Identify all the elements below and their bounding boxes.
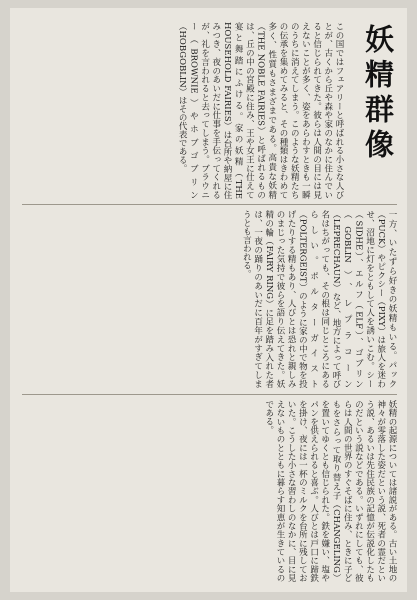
article-text-tier-1: この国ではフェアリーと呼ばれる小さな人びとが、古くから丘や森や家のなかに住んでいると信じられてきた。彼らは人間の目には見えないことが多く、姿をあらわすときも一瞬のうちに消えてしまう。このような妖精たちの伝承を集めてみると、その種類はきわめて多く、性質もさまざまである。高貴な妖精（THE NOBLE FAIRIES）と呼ばれるものは、丘の中の宮殿に住み、王や女王に仕えて宴と舞踏にふける。家の妖精（THE HOUSEHOLD FAIRIES）は台所や納屋に住みつき、夜のあいだに仕事を手伝ってくれるが、礼を言われると去ってしまう。ブラウニー（BROWNIE）やホブゴブリン（HOBGOBLIN）はその代表である。 — [177, 22, 344, 199]
article-title: 妖精群像 — [361, 24, 395, 164]
magazine-page — [10, 8, 407, 592]
article-text-tier-3: 妖精の起源については諸説がある。古い土地の神々が零落した姿だという説、死者の霊だという説、あるいは先住民族の記憶が伝説化したものだという説などである。いずれにしても、彼らは人間の世界のすぐそばに住み、ときに子どもをさらって取り替え子（CHANGELING）を置いてゆくとも信じられた。鉄を嫌い、塩やパンを供えられると喜ぶ。人びとは戸口に蹄鉄を掛け、夜には一杯のミルクを台所に残しておいた。こうした小さな習わしのなかに、目に見えないものとともに暮らす知恵が生きているのである。 — [263, 400, 397, 582]
column-divider — [22, 204, 397, 205]
article-text-tier-2: 一方、いたずら好きの妖精もいる。パック（PUCK）やピクシー（PIXY）は旅人を迷わせ、沼地に灯をともして人を誘いこむ。シー（SIDHE）、エルフ（ELF）、ゴブリン（GOBLIN）、レプラコーン（LEPRECHAUN）など、地方によって呼び名はちがっても、その根は同じところにあるらしい。ポルターガイスト（POLTERGEIST）のように家の中で物を投げたりする精もあり、人びとは恐れと親しみのまじった気持で彼らを語り伝えてきた。妖精の輪（FAIRY RING）に足を踏み入れた者は、一夜の踊りのあいだに百年がすぎてしまうとも言われる。 — [241, 210, 397, 388]
column-divider — [22, 394, 397, 395]
